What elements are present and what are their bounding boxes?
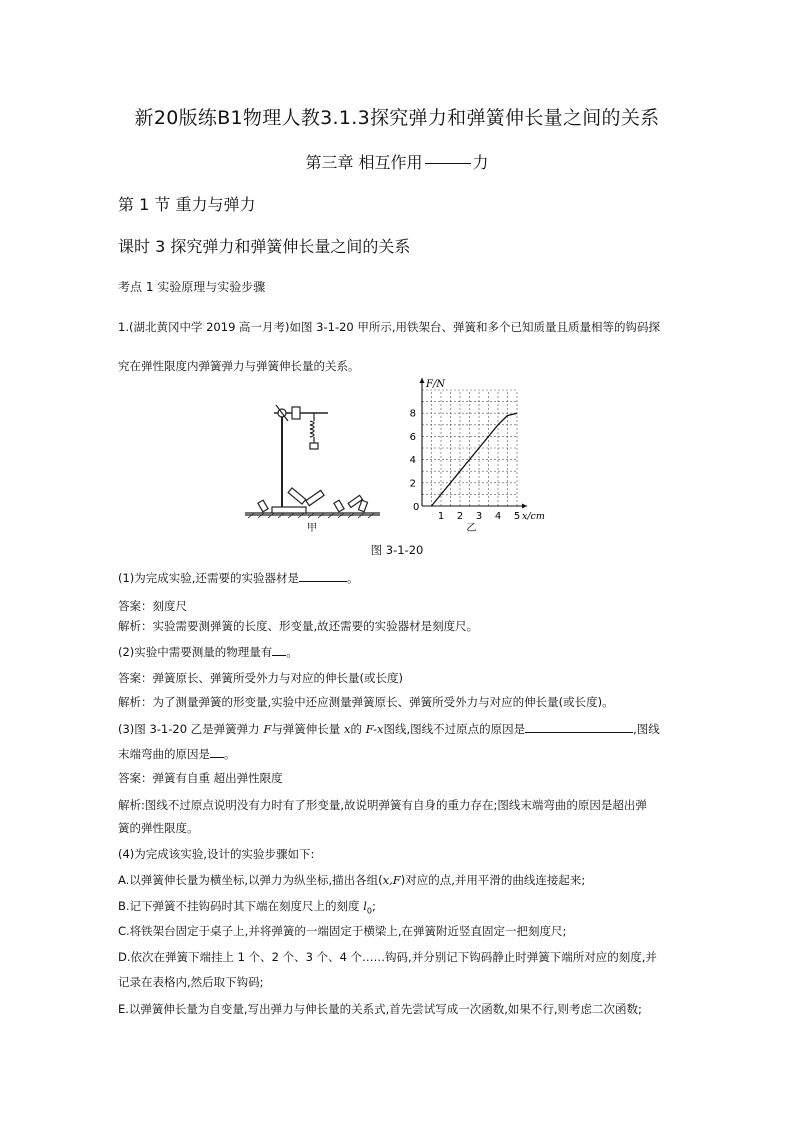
q3-text-b: 与弹簧伸长量 [271, 722, 344, 736]
q3-text-d: 图线,图线不过原点的原因是 [383, 722, 526, 736]
lesson-heading: 课时 3 探究弹力和弹簧伸长量之间的关系 [118, 237, 411, 256]
force-extension-chart [410, 378, 545, 534]
figure-label-right: 乙 [466, 523, 477, 534]
step-b-var: l [363, 899, 367, 913]
answer-3: 答案：弹簧有自重 超出弹性限度 [118, 771, 283, 785]
x-tick-label: 3 [475, 511, 483, 522]
step-d-line-2: 记录在表格内,然后取下钩码; [118, 975, 264, 989]
q3-suffix: 。 [224, 747, 236, 761]
x-axis-label: x/cm [522, 511, 545, 522]
step-a-text-end: )对应的点,并用平滑的曲线连接起来; [400, 873, 586, 887]
y-tick-label: 4 [409, 455, 416, 467]
x-axis-arrow [522, 504, 527, 509]
answer-blank-3b[interactable] [210, 746, 224, 758]
section-heading: 第 1 节 重力与弹力 [118, 195, 256, 214]
step-b [118, 898, 376, 915]
iron-stand-illustration [245, 405, 380, 518]
figure-label-left: 甲 [307, 523, 317, 534]
step-b-end: ; [371, 899, 376, 913]
step-d-line-1: D.依次在弹簧下端挂上 1 个、2 个、3 个、4 个……钩码,并分别记下钩码静止时弹簧下端所对应的刻度,并 [118, 950, 657, 964]
origin-label: 0 [413, 502, 420, 513]
step-b-sub: 0 [366, 906, 372, 916]
step-a-text: A.以弹簧伸长量为横坐标,以弹力为纵坐标,描出各组( [118, 873, 383, 887]
figure-caption: 图 3-1-20 [370, 543, 424, 557]
q3-text-a: (3)图 3-1-20 乙是弹簧弹力 [118, 722, 264, 736]
q3-text-c: 的 [350, 722, 366, 736]
chapter-heading [0, 150, 794, 173]
step-a-vars: x,F [382, 873, 401, 887]
step-c: C.将铁架台固定于桌子上,并将弹簧的一端固定于横梁上,在弹簧附近竖直固定一把刻度尺; [118, 924, 567, 938]
q3-var-Fx: F-x [365, 722, 384, 736]
explanation-1: 解析：实验需要测弹簧的长度、形变量,故还需要的实验器材是刻度尺。 [118, 619, 479, 633]
q3-text-f: 末端弯曲的原因是 [118, 747, 210, 761]
step-b-text: B.记下弹簧不挂钩码时其下端在刻度尺上的刻度 [118, 899, 364, 913]
explanation-2: 解析：为了测量弹簧的形变量,实验中还应测量弹簧原长、弹簧所受外力与对应的伸长量(或长度)。 [118, 695, 614, 709]
figure-svg [240, 379, 545, 534]
y-axis-arrow [420, 378, 425, 383]
explanation-3-line-1: 解析:图线不过原点说明没有力时有了形变量,故说明弹簧有自身的重力存在;图线末端弯曲的原因是超出弹 [118, 798, 647, 812]
answer-2: 答案：弹簧原长、弹簧所受外力与对应的伸长量(或长度) [118, 671, 403, 685]
answer-blank-1[interactable] [299, 570, 347, 582]
step-a [118, 872, 585, 888]
x-tick-label: 1 [437, 511, 445, 522]
q3-text-e: ,图线 [633, 722, 660, 736]
y-axis-label: F/N [426, 379, 446, 390]
x-tick-label: 5 [513, 511, 521, 522]
y-tick-label: 6 [409, 431, 416, 443]
question-1-line-1: 1.(湖北黄冈中学 2019 高一月考)如图 3-1-20 甲所示,用铁架台、弹簧和多个已知质量且质量相等的钩码探 [118, 320, 661, 334]
question-1-1 [118, 570, 358, 586]
question-1-2-suffix: 。 [286, 645, 298, 659]
y-tick-label: 8 [409, 408, 416, 420]
answer-blank-3a[interactable] [525, 721, 633, 733]
question-1-1-suffix: 。 [346, 571, 359, 585]
chapter-heading-tail: 力 [472, 153, 489, 172]
question-1-1-text: (1)为完成实验,还需要的实验器材是 [118, 571, 299, 585]
figure-3-1-20 [240, 379, 545, 537]
q3-var-x: x [343, 722, 351, 736]
x-tick-label: 4 [494, 511, 502, 522]
document-title: 新20版练B1物理人教3.1.3探究弹力和弹簧伸长量之间的关系 [134, 107, 660, 129]
step-e: E.以弹簧伸长量为自变量,写出弹力与伸长量的关系式,首先尝试写成一次函数,如果不行,则考虑二次函数; [118, 1002, 642, 1016]
y-tick-label: 2 [409, 478, 416, 490]
answer-blank-2[interactable] [272, 644, 286, 656]
point-heading: 考点 1 实验原理与实验步骤 [118, 280, 266, 294]
question-1-4: (4)为完成该实验,设计的实验步骤如下: [118, 847, 315, 861]
chapter-heading-text: 第三章 相互作用 [305, 153, 423, 172]
explanation-3-line-2: 簧的弹性限度。 [118, 821, 199, 835]
question-1-line-2: 究在弹性限度内弹簧弹力与弹簧伸长量的关系。 [118, 359, 360, 373]
answer-1: 答案：刻度尺 [118, 599, 187, 613]
question-1-2 [118, 644, 298, 660]
chapter-dash [425, 163, 471, 164]
q3-var-F: F [263, 722, 272, 736]
question-1-3-line-1 [118, 721, 660, 737]
question-1-2-text: (2)实验中需要测量的物理量有 [118, 645, 273, 659]
x-tick-label: 2 [456, 511, 464, 522]
question-1-3-line-2 [118, 746, 236, 762]
